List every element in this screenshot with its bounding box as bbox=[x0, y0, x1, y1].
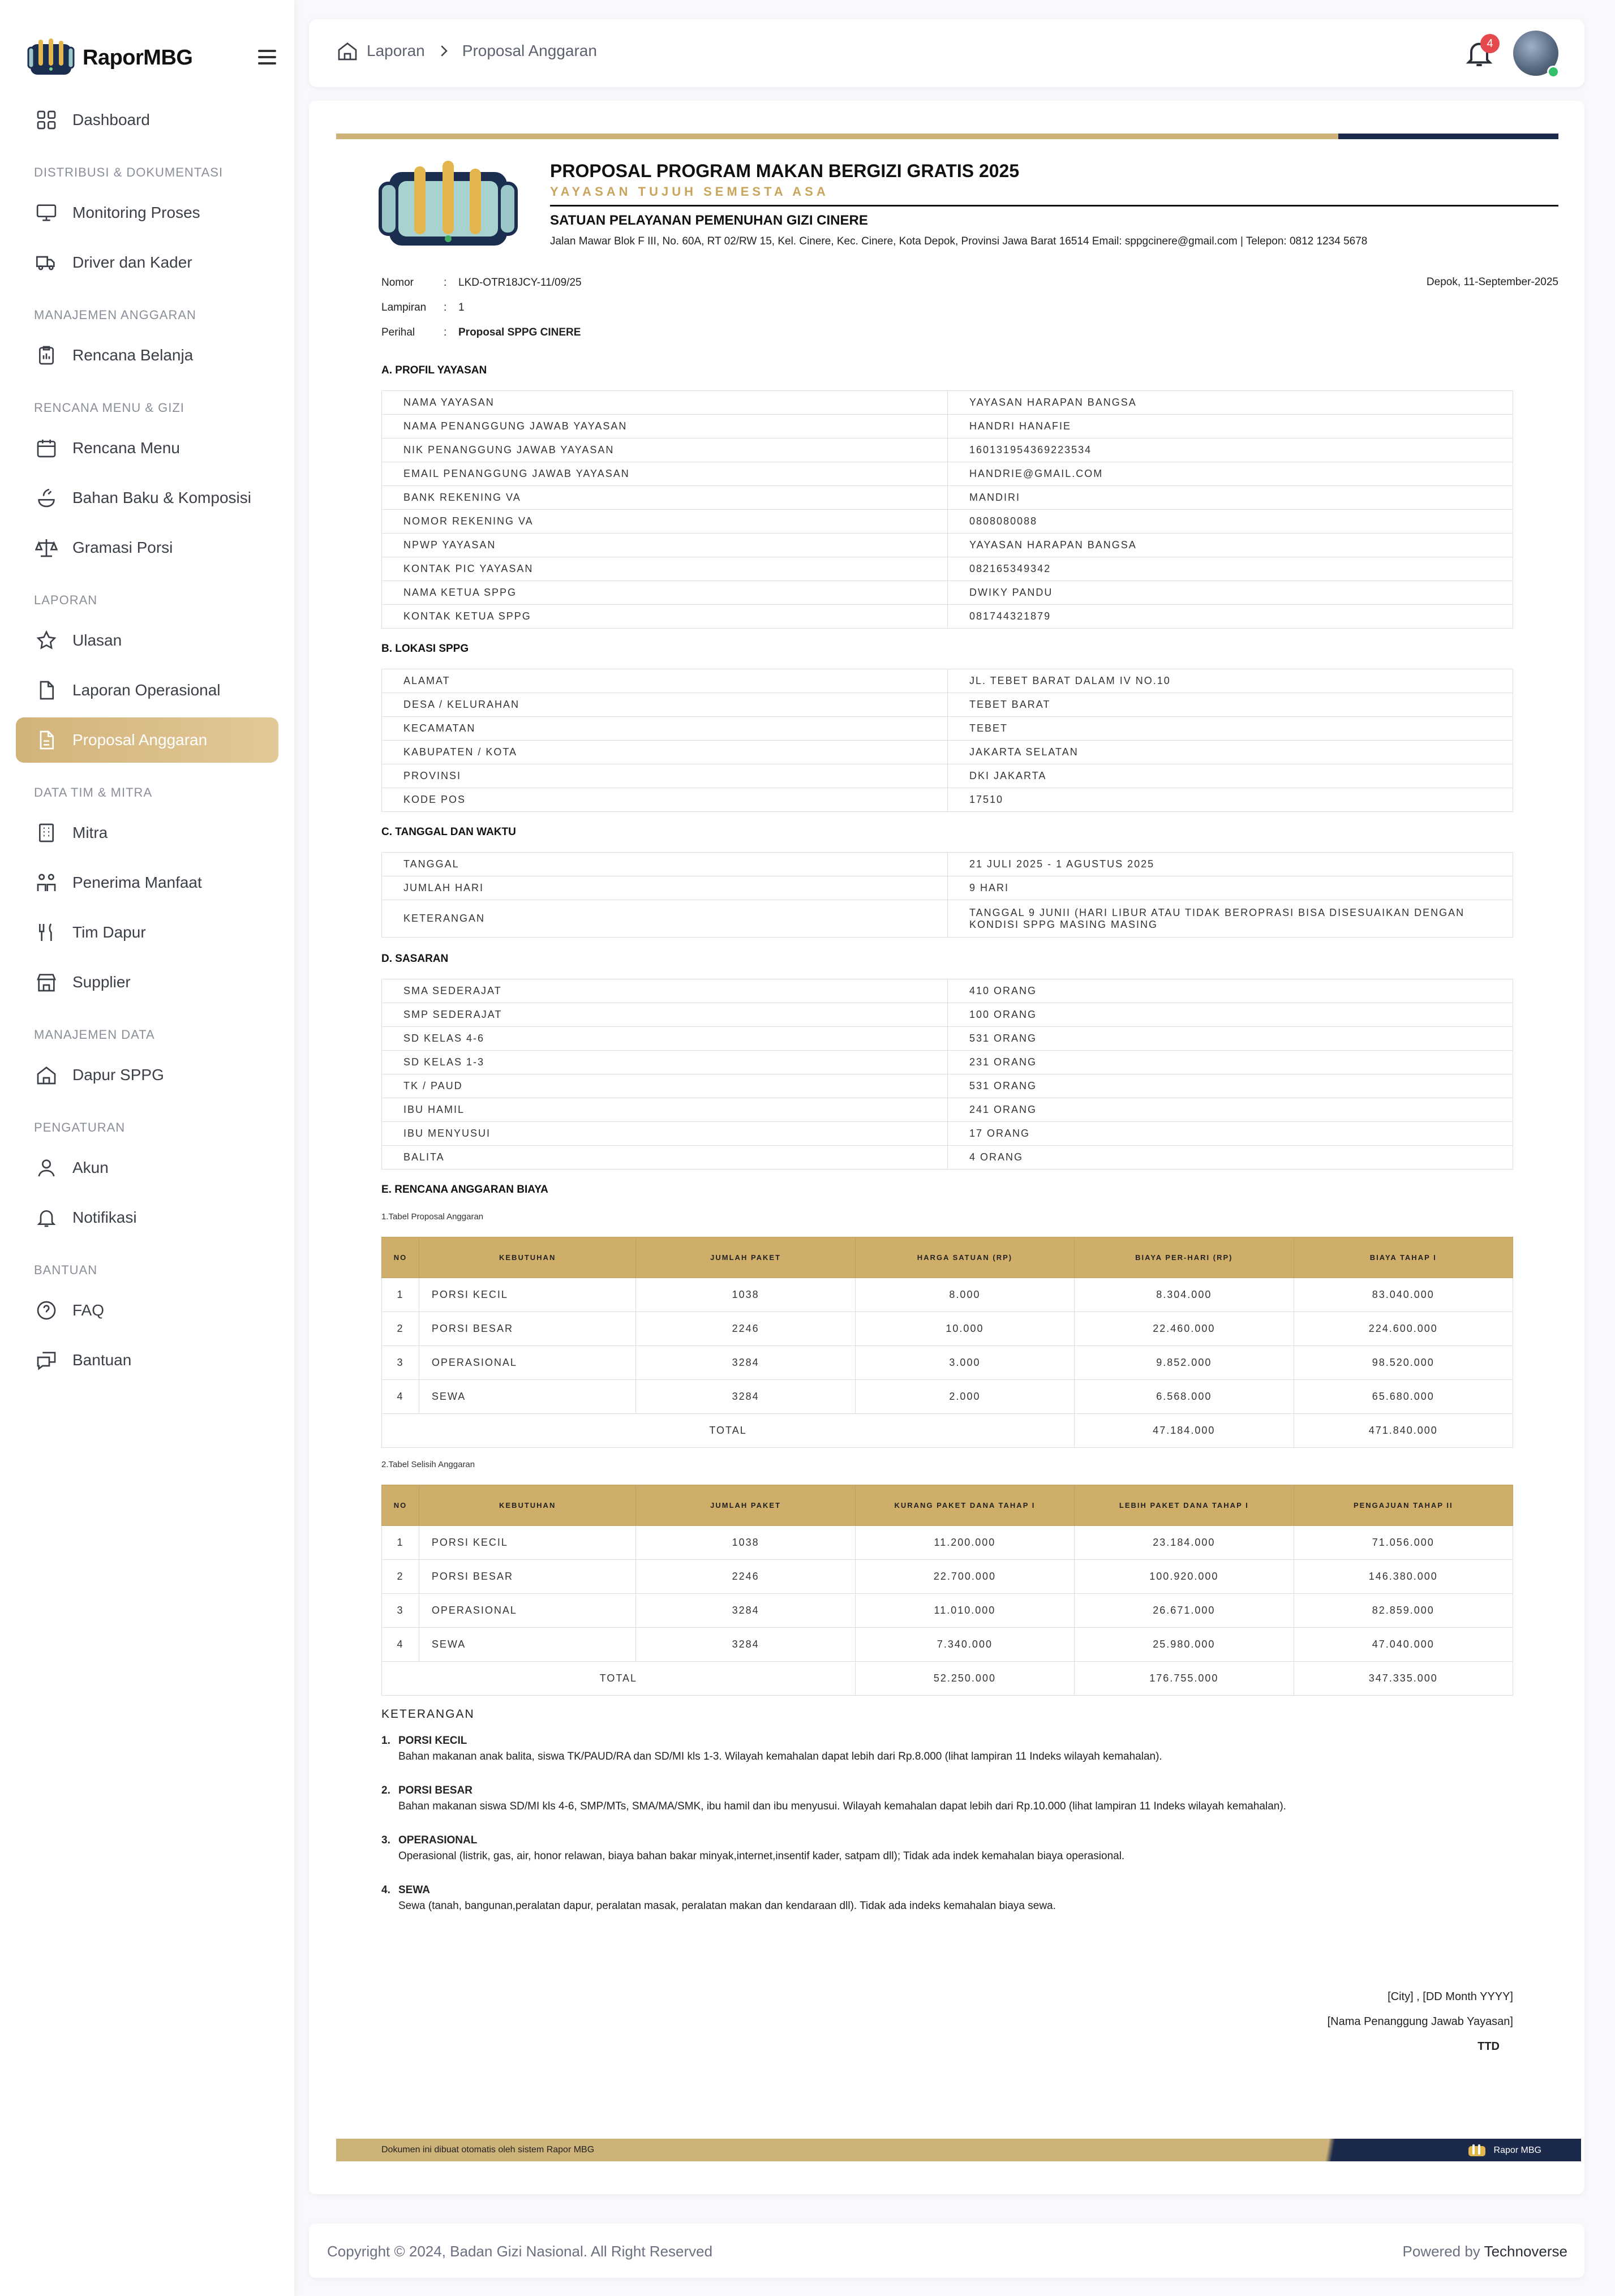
breadcrumb-laporan[interactable]: Laporan bbox=[367, 42, 425, 59]
sidebar-item-label: Bantuan bbox=[72, 1351, 132, 1369]
field-value: 531 ORANG bbox=[948, 1074, 1513, 1098]
field-label: DESA / KELURAHAN bbox=[382, 693, 948, 717]
table-cell: 71.056.000 bbox=[1294, 1526, 1513, 1560]
signature-ttd: TTD bbox=[1477, 2040, 1500, 2053]
table-cell: 25.980.000 bbox=[1075, 1628, 1294, 1662]
field-label: KECAMATAN bbox=[382, 717, 948, 741]
table-cell: 100.920.000 bbox=[1075, 1560, 1294, 1594]
sidebar-item-rencana-menu[interactable] bbox=[16, 425, 278, 471]
sidebar bbox=[0, 0, 294, 2296]
sidebar-item-proposal-anggaran[interactable] bbox=[16, 717, 278, 763]
table-cell: PORSI KECIL bbox=[419, 1278, 636, 1312]
field-value: DWIKY PANDU bbox=[948, 581, 1513, 605]
field-label: NPWP YAYASAN bbox=[382, 534, 948, 557]
sidebar-item-bahan-baku[interactable] bbox=[16, 475, 278, 521]
sidebar-item-label: Laporan Operasional bbox=[72, 681, 221, 699]
meta-nomor: LKD-OTR18JCY-11/09/25 bbox=[458, 277, 582, 289]
brand[interactable] bbox=[27, 35, 192, 80]
table-row bbox=[382, 391, 1513, 415]
notification-count-badge: 4 bbox=[1480, 34, 1500, 53]
field-label: NAMA PENANGGUNG JAWAB YAYASAN bbox=[382, 415, 948, 438]
field-value: TEBET bbox=[948, 717, 1513, 741]
sidebar-item-ulasan[interactable] bbox=[16, 618, 278, 663]
sidebar-item-label: Dapur SPPG bbox=[72, 1066, 164, 1083]
note-number: 3. bbox=[381, 1834, 390, 1846]
field-label: IBU MENYUSUI bbox=[382, 1122, 948, 1146]
field-label: BANK REKENING VA bbox=[382, 486, 948, 510]
table-cell: 11.010.000 bbox=[855, 1594, 1074, 1628]
document-subtitle: YAYASAN TUJUH SEMESTA ASA bbox=[550, 184, 829, 199]
nav-section-anggaran: MANAJEMEN ANGGARAN bbox=[34, 308, 196, 322]
table-row bbox=[382, 534, 1513, 557]
table-row bbox=[382, 1380, 1513, 1414]
sidebar-item-dashboard[interactable] bbox=[16, 97, 278, 143]
table-total-row bbox=[382, 1414, 1513, 1448]
table-cell: 83.040.000 bbox=[1294, 1278, 1513, 1312]
table-cell: 2 bbox=[382, 1560, 419, 1594]
table-total-row bbox=[382, 1662, 1513, 1696]
nav-section-data: MANAJEMEN DATA bbox=[34, 1027, 155, 1042]
table-row bbox=[382, 669, 1513, 693]
column-header: KEBUTUHAN bbox=[419, 1485, 636, 1526]
total-value: 471.840.000 bbox=[1294, 1414, 1513, 1448]
nav-section-distribusi: DISTRIBUSI & DOKUMENTASI bbox=[34, 165, 224, 179]
note-description: Bahan makanan siswa SD/MI kls 4-6, SMP/MTs, SMA/MA/SMK, ibu hamil dan ibu menyusui. Wilayah kemahalan dapat lebih dari Rp.10.000 (lihat lampiran 11 Indeks wilayah kemahalan). bbox=[398, 1800, 1286, 1812]
table-cell: 146.380.000 bbox=[1294, 1560, 1513, 1594]
total-value: 52.250.000 bbox=[855, 1662, 1074, 1696]
table-row bbox=[382, 1526, 1513, 1560]
table-cell: 3284 bbox=[636, 1346, 855, 1380]
table-row bbox=[382, 462, 1513, 486]
table-cell: 2 bbox=[382, 1312, 419, 1346]
table2-caption: 2.Tabel Selisih Anggaran bbox=[381, 1460, 475, 1469]
field-value: 9 HARI bbox=[948, 876, 1513, 900]
column-header: LEBIH PAKET DANA TAHAP I bbox=[1075, 1485, 1294, 1526]
column-header: BIAYA PER-HARI (RP) bbox=[1075, 1237, 1294, 1278]
field-value: 082165349342 bbox=[948, 557, 1513, 581]
table-cell: 2246 bbox=[636, 1312, 855, 1346]
field-value: YAYASAN HARAPAN BANGSA bbox=[948, 391, 1513, 415]
table-row bbox=[382, 1628, 1513, 1662]
document-footer bbox=[336, 2139, 1581, 2161]
bell-icon bbox=[35, 1206, 58, 1229]
table-cell: 6.568.000 bbox=[1075, 1380, 1294, 1414]
meta-perihal: Proposal SPPG CINERE bbox=[458, 326, 581, 338]
total-value: 47.184.000 bbox=[1075, 1414, 1294, 1448]
powered-by-link[interactable]: Technoverse bbox=[1484, 2243, 1567, 2260]
table-cell: 10.000 bbox=[855, 1312, 1074, 1346]
field-value: TEBET BARAT bbox=[948, 693, 1513, 717]
column-header: NO bbox=[382, 1485, 419, 1526]
note-number: 2. bbox=[381, 1785, 390, 1796]
powered-by: Powered by Technoverse bbox=[1402, 2243, 1567, 2260]
brand-logo-icon bbox=[1467, 2144, 1487, 2157]
table-row bbox=[382, 1027, 1513, 1051]
table-cell: 224.600.000 bbox=[1294, 1312, 1513, 1346]
table-cell: 65.680.000 bbox=[1294, 1380, 1513, 1414]
nav-section-tim: DATA TIM & MITRA bbox=[34, 785, 153, 799]
section-c-title: C. TANGGAL DAN WAKTU bbox=[381, 826, 516, 838]
table-cell: SEWA bbox=[419, 1380, 636, 1414]
table-header-row bbox=[382, 1485, 1513, 1526]
table-cell: 4 bbox=[382, 1628, 419, 1662]
signature-city-date: [City] , [DD Month YYYY] bbox=[1388, 1990, 1513, 2003]
letter-meta: Nomor : LKD-OTR18JCY-11/09/25 Lampiran : 1 Perihal : Proposal SPPG CINERE bbox=[381, 277, 582, 338]
note-heading: OPERASIONAL bbox=[398, 1834, 478, 1846]
sidebar-item-label: Tim Dapur bbox=[72, 923, 146, 941]
table-cell: 82.859.000 bbox=[1294, 1594, 1513, 1628]
utensils-icon bbox=[35, 921, 58, 944]
field-label: IBU HAMIL bbox=[382, 1098, 948, 1122]
copyright: Copyright © 2024, Badan Gizi Nasional. All Right Reserved bbox=[327, 2243, 713, 2260]
total-value: 347.335.000 bbox=[1294, 1662, 1513, 1696]
field-value: 241 ORANG bbox=[948, 1098, 1513, 1122]
sidebar-item-label: Proposal Anggaran bbox=[72, 731, 208, 749]
note-description: Bahan makanan anak balita, siswa TK/PAUD/RA dan SD/MI kls 1-3. Wilayah kemahalan dapat lebih dari Rp.8.000 (lihat lampiran 11 Indeks wilayah kemahalan). bbox=[398, 1751, 1162, 1762]
table-cell: 23.184.000 bbox=[1075, 1526, 1294, 1560]
table-cell: 3 bbox=[382, 1594, 419, 1628]
profil-table bbox=[381, 390, 1513, 629]
table-row bbox=[382, 486, 1513, 510]
lokasi-table bbox=[381, 669, 1513, 812]
nav-section-pengaturan: PENGATURAN bbox=[34, 1120, 126, 1134]
field-label: SMP SEDERAJAT bbox=[382, 1003, 948, 1027]
table-cell: 26.671.000 bbox=[1075, 1594, 1294, 1628]
table-row bbox=[382, 1122, 1513, 1146]
table-cell: 3.000 bbox=[855, 1346, 1074, 1380]
chevron-right-icon bbox=[435, 42, 452, 59]
table-cell: SEWA bbox=[419, 1628, 636, 1662]
table-row bbox=[382, 1560, 1513, 1594]
table-cell: OPERASIONAL bbox=[419, 1346, 636, 1380]
field-label: NIK PENANGGUNG JAWAB YAYASAN bbox=[382, 438, 948, 462]
table-cell: 1 bbox=[382, 1278, 419, 1312]
table-cell: 3284 bbox=[636, 1594, 855, 1628]
total-label: TOTAL bbox=[382, 1662, 856, 1696]
monitor-icon bbox=[35, 201, 58, 224]
table-cell: 1 bbox=[382, 1526, 419, 1560]
field-value: 0808080088 bbox=[948, 510, 1513, 534]
table-cell: 11.200.000 bbox=[855, 1526, 1074, 1560]
table-cell: 3284 bbox=[636, 1380, 855, 1414]
table-row bbox=[382, 764, 1513, 788]
sidebar-item-bantuan[interactable] bbox=[16, 1338, 278, 1383]
note-heading: SEWA bbox=[398, 1884, 430, 1896]
section-d-title: D. SASARAN bbox=[381, 953, 449, 965]
column-header: KEBUTUHAN bbox=[419, 1237, 636, 1278]
table-row bbox=[382, 581, 1513, 605]
table-row bbox=[382, 1003, 1513, 1027]
budget-difference-table bbox=[381, 1485, 1513, 1696]
table-row bbox=[382, 1051, 1513, 1074]
place-date: Depok, 11-September-2025 bbox=[1426, 276, 1558, 288]
table-row bbox=[382, 1346, 1513, 1380]
table-cell: 3 bbox=[382, 1346, 419, 1380]
sidebar-item-label: FAQ bbox=[72, 1301, 105, 1319]
field-value: 410 ORANG bbox=[948, 979, 1513, 1003]
online-status-dot bbox=[1547, 66, 1560, 78]
sidebar-item-label: Penerima Manfaat bbox=[72, 874, 202, 891]
field-value: MANDIRI bbox=[948, 486, 1513, 510]
total-value: 176.755.000 bbox=[1075, 1662, 1294, 1696]
table-cell: PORSI KECIL bbox=[419, 1526, 636, 1560]
document-title: PROPOSAL PROGRAM MAKAN BERGIZI GRATIS 2025 bbox=[550, 161, 1020, 181]
table-cell: OPERASIONAL bbox=[419, 1594, 636, 1628]
note-description: Operasional (listrik, gas, air, honor relawan, biaya bahan bakar minyak,internet,insentif kader, satpam dll); Tidak ada indek kemahalan biaya operasional. bbox=[398, 1850, 1125, 1862]
column-header: HARGA SATUAN (RP) bbox=[855, 1237, 1074, 1278]
sidebar-item-label: Akun bbox=[72, 1159, 109, 1176]
sidebar-item-label: Mitra bbox=[72, 824, 108, 841]
grid-icon bbox=[35, 109, 58, 131]
notes-title: KETERANGAN bbox=[381, 1708, 475, 1721]
total-label: TOTAL bbox=[382, 1414, 1075, 1448]
table-cell: 47.040.000 bbox=[1294, 1628, 1513, 1662]
brand-logo-icon bbox=[27, 36, 75, 79]
table-cell: PORSI BESAR bbox=[419, 1560, 636, 1594]
meta-label: Lampiran bbox=[381, 302, 427, 313]
page-footer bbox=[309, 2224, 1584, 2278]
footer-note: Dokumen ini dibuat otomatis oleh sistem Rapor MBG bbox=[381, 2145, 595, 2155]
sidebar-item-label: Bahan Baku & Komposisi bbox=[72, 489, 251, 506]
sidebar-item-label: Ulasan bbox=[72, 631, 122, 649]
home-icon[interactable] bbox=[336, 40, 359, 62]
table-row bbox=[382, 438, 1513, 462]
brand-name: RaporMBG bbox=[83, 45, 193, 70]
field-label: KODE POS bbox=[382, 788, 948, 812]
field-label: NAMA KETUA SPPG bbox=[382, 581, 948, 605]
truck-icon bbox=[35, 251, 58, 274]
field-value: HANDRI HANAFIE bbox=[948, 415, 1513, 438]
field-label: ALAMAT bbox=[382, 669, 948, 693]
field-value: YAYASAN HARAPAN BANGSA bbox=[948, 534, 1513, 557]
table-cell: 8.000 bbox=[855, 1278, 1074, 1312]
field-value: 21 JULI 2025 - 1 AGUSTUS 2025 bbox=[948, 853, 1513, 876]
field-value: HANDRIE@GMAIL.COM bbox=[948, 462, 1513, 486]
field-label: PROVINSI bbox=[382, 764, 948, 788]
sidebar-item-monitoring[interactable] bbox=[16, 190, 278, 235]
breadcrumb bbox=[336, 40, 597, 62]
field-label: SD KELAS 1-3 bbox=[382, 1051, 948, 1074]
sidebar-item-label: Monitoring Proses bbox=[72, 204, 200, 221]
field-label: KABUPATEN / KOTA bbox=[382, 741, 948, 764]
note-heading: PORSI KECIL bbox=[398, 1735, 467, 1747]
home-icon bbox=[35, 1064, 58, 1086]
people-icon bbox=[35, 871, 58, 894]
signature-name: [Nama Penanggung Jawab Yayasan] bbox=[1327, 2015, 1513, 2028]
field-label: KONTAK KETUA SPPG bbox=[382, 605, 948, 629]
table-row bbox=[382, 900, 1513, 938]
field-label: SMA SEDERAJAT bbox=[382, 979, 948, 1003]
sidebar-item-label: Driver dan Kader bbox=[72, 253, 192, 271]
field-value: TANGGAL 9 JUNII (HARI LIBUR ATAU TIDAK BEROPRASI BISA DISESUAIKAN DENGAN KONDISI SPPG MASING MASING bbox=[948, 900, 1513, 938]
table-cell: 22.700.000 bbox=[855, 1560, 1074, 1594]
field-value: 4 ORANG bbox=[948, 1146, 1513, 1170]
field-label: TK / PAUD bbox=[382, 1074, 948, 1098]
sidebar-item-label: Gramasi Porsi bbox=[72, 539, 173, 556]
field-label: NOMOR REKENING VA bbox=[382, 510, 948, 534]
note-item bbox=[381, 1884, 1513, 1912]
table-cell: 7.340.000 bbox=[855, 1628, 1074, 1662]
table-cell: 98.520.000 bbox=[1294, 1346, 1513, 1380]
note-number: 4. bbox=[381, 1884, 390, 1896]
note-item bbox=[381, 1735, 1513, 1763]
sidebar-item-label: Notifikasi bbox=[72, 1209, 137, 1226]
header-stripe bbox=[336, 134, 1558, 139]
calendar-icon bbox=[35, 437, 58, 459]
column-header: JUMLAH PAKET bbox=[636, 1237, 855, 1278]
table-cell: 1038 bbox=[636, 1278, 855, 1312]
notes-list bbox=[381, 1735, 1513, 1934]
column-header: NO bbox=[382, 1237, 419, 1278]
table-row bbox=[382, 1146, 1513, 1170]
table-cell: 9.852.000 bbox=[1075, 1346, 1294, 1380]
ingredients-icon bbox=[35, 487, 58, 509]
table-row bbox=[382, 717, 1513, 741]
unit-name: SATUAN PELAYANAN PEMENUHAN GIZI CINERE bbox=[550, 213, 868, 228]
field-value: 231 ORANG bbox=[948, 1051, 1513, 1074]
field-value: 17510 bbox=[948, 788, 1513, 812]
nav-section-laporan: LAPORAN bbox=[34, 593, 98, 607]
top-bar bbox=[309, 19, 1584, 87]
field-value: 531 ORANG bbox=[948, 1027, 1513, 1051]
meta-label: Perihal bbox=[381, 326, 415, 338]
sidebar-item-tim-dapur[interactable] bbox=[16, 910, 278, 955]
note-number: 1. bbox=[381, 1735, 390, 1747]
column-header: KURANG PAKET DANA TAHAP I bbox=[855, 1485, 1074, 1526]
title-divider bbox=[550, 205, 1558, 207]
column-header: JUMLAH PAKET bbox=[636, 1485, 855, 1526]
table-row bbox=[382, 741, 1513, 764]
document-icon bbox=[35, 679, 58, 702]
building-icon bbox=[35, 822, 58, 844]
chat-icon bbox=[35, 1349, 58, 1371]
table-row bbox=[382, 853, 1513, 876]
nav-section-bantuan: BANTUAN bbox=[34, 1263, 98, 1277]
menu-toggle-icon[interactable] bbox=[258, 50, 276, 65]
field-label: BALITA bbox=[382, 1146, 948, 1170]
sidebar-item-faq[interactable] bbox=[16, 1288, 278, 1333]
field-label: SD KELAS 4-6 bbox=[382, 1027, 948, 1051]
sidebar-item-rencana-belanja[interactable] bbox=[16, 333, 278, 378]
table-row bbox=[382, 1278, 1513, 1312]
sidebar-item-notifikasi[interactable] bbox=[16, 1195, 278, 1240]
table-cell: 2.000 bbox=[855, 1380, 1074, 1414]
field-value: JAKARTA SELATAN bbox=[948, 741, 1513, 764]
table-row bbox=[382, 788, 1513, 812]
field-value: JL. TEBET BARAT DALAM IV NO.10 bbox=[948, 669, 1513, 693]
sidebar-item-akun[interactable] bbox=[16, 1145, 278, 1190]
sidebar-item-penerima[interactable] bbox=[16, 860, 278, 905]
sidebar-item-dapur[interactable] bbox=[16, 1052, 278, 1098]
field-value: 081744321879 bbox=[948, 605, 1513, 629]
sidebar-item-label: Dashboard bbox=[72, 111, 150, 128]
sidebar-item-driver[interactable] bbox=[16, 240, 278, 285]
table-row bbox=[382, 605, 1513, 629]
proposal-budget-table bbox=[381, 1237, 1513, 1448]
sidebar-item-label: Supplier bbox=[72, 973, 131, 991]
note-item bbox=[381, 1785, 1513, 1813]
table-row bbox=[382, 1074, 1513, 1098]
table-row bbox=[382, 876, 1513, 900]
sidebar-item-gramasi[interactable] bbox=[16, 525, 278, 570]
field-label: KONTAK PIC YAYASAN bbox=[382, 557, 948, 581]
question-circle-icon bbox=[35, 1299, 58, 1322]
meta-lampiran: 1 bbox=[458, 302, 465, 313]
sidebar-item-laporan-operasional[interactable] bbox=[16, 668, 278, 713]
sidebar-nav bbox=[16, 97, 278, 1387]
scale-icon bbox=[35, 536, 58, 559]
field-label: EMAIL PENANGGUNG JAWAB YAYASAN bbox=[382, 462, 948, 486]
table-row bbox=[382, 1098, 1513, 1122]
table-row bbox=[382, 979, 1513, 1003]
table-row bbox=[382, 557, 1513, 581]
table-cell: 3284 bbox=[636, 1628, 855, 1662]
table-cell: 1038 bbox=[636, 1526, 855, 1560]
field-label: TANGGAL bbox=[382, 853, 948, 876]
table-row bbox=[382, 415, 1513, 438]
table-cell: 22.460.000 bbox=[1075, 1312, 1294, 1346]
tanggal-table bbox=[381, 852, 1513, 938]
field-value: 100 ORANG bbox=[948, 1003, 1513, 1027]
section-a-title: A. PROFIL YAYASAN bbox=[381, 364, 487, 376]
user-icon bbox=[35, 1156, 58, 1179]
table-cell: PORSI BESAR bbox=[419, 1312, 636, 1346]
sidebar-item-mitra[interactable] bbox=[16, 810, 278, 855]
note-item bbox=[381, 1834, 1513, 1863]
section-e-title: E. RENCANA ANGGARAN BIAYA bbox=[381, 1184, 548, 1196]
field-value: DKI JAKARTA bbox=[948, 764, 1513, 788]
sidebar-item-supplier[interactable] bbox=[16, 960, 278, 1005]
field-value: 160131954369223534 bbox=[948, 438, 1513, 462]
table-cell: 8.304.000 bbox=[1075, 1278, 1294, 1312]
field-label: JUMLAH HARI bbox=[382, 876, 948, 900]
table-row bbox=[382, 693, 1513, 717]
clipboard-icon bbox=[35, 344, 58, 367]
table-row bbox=[382, 1594, 1513, 1628]
nav-section-menu: RENCANA MENU & GIZI bbox=[34, 401, 184, 415]
table-header-row bbox=[382, 1237, 1513, 1278]
meta-label: Nomor bbox=[381, 277, 414, 289]
field-label: KETERANGAN bbox=[382, 900, 948, 938]
table-cell: 4 bbox=[382, 1380, 419, 1414]
unit-address: Jalan Mawar Blok F III, No. 60A, RT 02/RW 15, Kel. Cinere, Kec. Cinere, Kota Depok, Provinsi Jawa Barat 16514 Email: sppgcinere@gmail.com | Telepon: 0812 1234 5678 bbox=[550, 235, 1368, 247]
table1-caption: 1.Tabel Proposal Anggaran bbox=[381, 1212, 484, 1222]
document-text-icon bbox=[35, 729, 58, 751]
note-heading: PORSI BESAR bbox=[398, 1785, 473, 1796]
footer-brand-name: Rapor MBG bbox=[1493, 2145, 1541, 2155]
sidebar-item-label: Rencana Menu bbox=[72, 439, 180, 457]
column-header: BIAYA TAHAP I bbox=[1294, 1237, 1513, 1278]
document-logo-icon bbox=[378, 155, 518, 257]
field-label: NAMA YAYASAN bbox=[382, 391, 948, 415]
note-description: Sewa (tanah, bangunan,peralatan dapur, peralatan masak, peralatan makan dan kendaraan dll). Tidak ada indeks kemahalan biaya sewa. bbox=[398, 1900, 1056, 1912]
table-row bbox=[382, 1312, 1513, 1346]
table-cell: 2246 bbox=[636, 1560, 855, 1594]
table-row bbox=[382, 510, 1513, 534]
section-b-title: B. LOKASI SPPG bbox=[381, 643, 469, 655]
star-icon bbox=[35, 629, 58, 652]
store-icon bbox=[35, 971, 58, 994]
breadcrumb-current: Proposal Anggaran bbox=[462, 42, 597, 59]
footer-brand bbox=[1467, 2144, 1541, 2157]
field-value: 17 ORANG bbox=[948, 1122, 1513, 1146]
sasaran-table bbox=[381, 979, 1513, 1170]
proposal-document bbox=[309, 101, 1584, 2194]
column-header: PENGAJUAN TAHAP II bbox=[1294, 1485, 1513, 1526]
sidebar-item-label: Rencana Belanja bbox=[72, 346, 194, 364]
